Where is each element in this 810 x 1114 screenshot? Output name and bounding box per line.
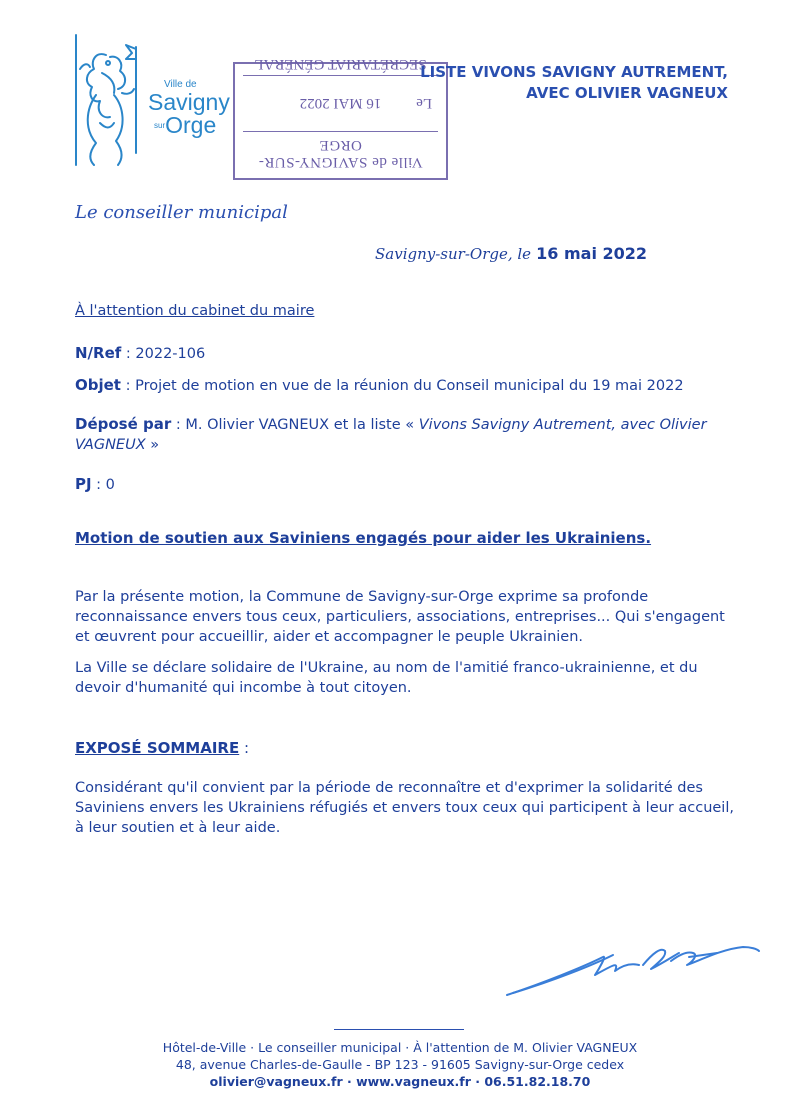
objet-value: : Projet de motion en vue de la réunion du Conseil municipal du 19 mai 2022	[120, 378, 684, 394]
stamp-date: 16 MAI 2022	[299, 95, 382, 111]
logo-savigny: Savigny	[148, 89, 230, 115]
expose-label: EXPOSÉ SOMMAIRE	[75, 739, 240, 757]
paragraph-2: La Ville se déclare solidaire de l'Ukraine, au nom de l'amitié franco-ukrainienne, et du devoir d'humanité qui incombe à tout citoyen.	[75, 660, 698, 696]
author-role: Le conseiller municipal	[75, 202, 288, 223]
paragraph-1: Par la présente motion, la Commune de Savigny-sur-Orge exprime sa profonde reconnaissance envers tous ceux, particuliers, associations, entreprises... Qui s'engagent et œuvrent pour accueillir, aider et accompagner le peuple Ukrainien.	[75, 589, 725, 645]
motion-title: Motion de soutien aux Saviniens engagés pour aider les Ukrainiens.	[75, 529, 652, 547]
stamp-footer: SECRÉTARIAT GÉNÉRAL	[243, 55, 438, 76]
place-date	[375, 244, 647, 263]
footer-contact: olivier@vagneux.fr · www.vagneux.fr · 06.51.82.18.70	[209, 1074, 591, 1089]
paragraph-3: Considérant qu'il convient par la période de reconnaître et d'exprimer la solidarité des Saviniens envers les Ukrainiens réfugiés et envers toux ceux qui participent à leur accueil, à leur soutien et à leur aide.	[75, 780, 734, 836]
place: Savigny-sur-Orge, le	[375, 245, 532, 263]
letter-date: 16 mai 2022	[536, 244, 648, 263]
depose-value: : M. Olivier VAGNEUX et la liste «	[171, 417, 419, 433]
object-line	[75, 375, 684, 396]
footer-line-2: 48, avenue Charles-de-Gaulle - BP 123 - 91605 Savigny-sur-Orge cedex	[175, 1057, 625, 1072]
pj-label: PJ	[75, 475, 92, 493]
footer-line-1: Hôtel-de-Ville · Le conseiller municipal · À l'attention de M. Olivier VAGNEUX	[162, 1040, 638, 1055]
list-header	[420, 62, 728, 104]
objet-label: Objet	[75, 376, 121, 394]
submitted-by-line	[75, 414, 725, 455]
stamp-le: Le	[416, 95, 432, 111]
stamp-date-row	[235, 94, 446, 111]
depose-label: Déposé par	[75, 415, 172, 433]
logo-ville-de: Ville de	[164, 79, 197, 90]
city-logo-text	[148, 80, 230, 137]
list-header-line2: AVEC OLIVIER VAGNEUX	[526, 84, 728, 102]
ref-value: : 2022-106	[125, 346, 206, 362]
city-logo-lion-icon	[66, 33, 142, 168]
stamp-title: Ville de SAVIGNY-SUR-ORGE	[243, 131, 438, 170]
signature-icon	[503, 935, 763, 1000]
reference-line	[75, 343, 205, 364]
list-header-line1: LISTE VIVONS SAVIGNY AUTREMENT,	[420, 63, 728, 81]
logo-sur: sur	[154, 120, 166, 130]
pj-value: : 0	[91, 477, 115, 493]
expose-colon: :	[239, 739, 250, 757]
depose-list-name: Vivons Savigny Autrement, avec Olivier VAGNEUX	[75, 417, 707, 453]
received-stamp	[233, 56, 448, 180]
footer-divider	[334, 1029, 464, 1030]
ref-label: N/Ref	[75, 344, 122, 362]
logo-orge: Orge	[165, 112, 217, 138]
expose-heading	[75, 739, 249, 757]
attention-line: À l'attention du cabinet du maire	[75, 303, 315, 319]
depose-end: »	[145, 437, 160, 453]
attachments-line	[75, 474, 115, 495]
